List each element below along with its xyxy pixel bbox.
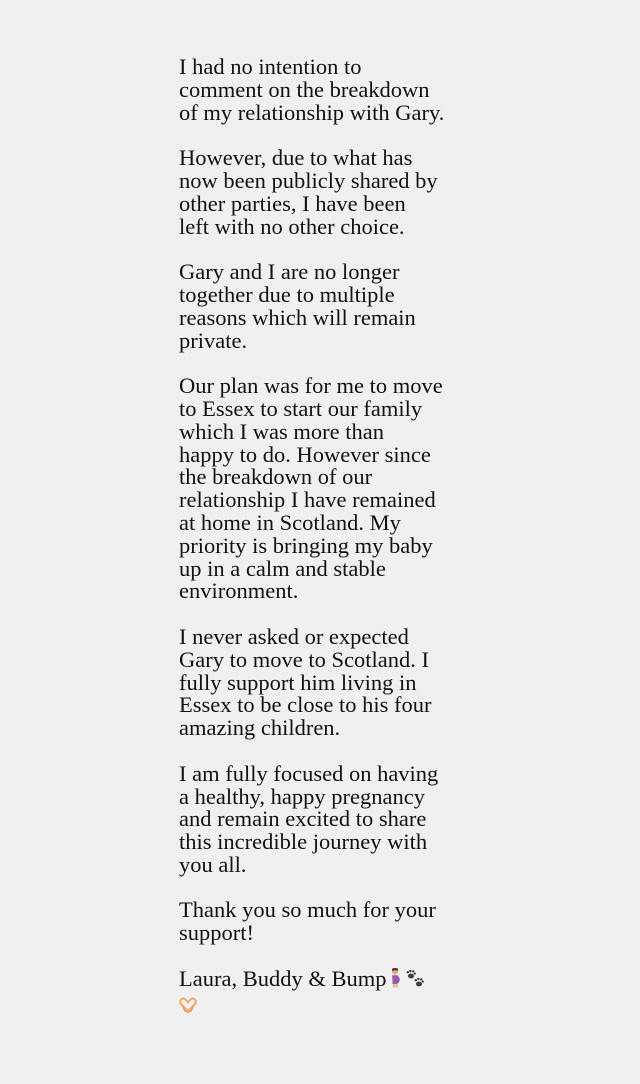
text-line: of my relationship with Gary. [179, 99, 445, 125]
text-line: reasons which will remain [179, 304, 416, 330]
text-line: a healthy, happy pregnancy [179, 783, 425, 809]
text-line: left with no other choice. [179, 213, 405, 239]
text-line: together due to multiple [179, 281, 395, 307]
text-line: However, due to what has [179, 145, 413, 171]
paragraph-4 [179, 375, 479, 603]
text-line: this incredible journey with [179, 829, 428, 855]
text-line: I had no intention to [179, 54, 362, 79]
text-line: environment. [179, 578, 299, 604]
signoff-line-2 [179, 993, 479, 1016]
text-line: private. [179, 327, 248, 353]
text-line: at home in Scotland. My [179, 509, 401, 535]
text-line: the breakdown of our [179, 464, 373, 490]
text-line: fully support him living in [179, 669, 417, 695]
text-line: I never asked or expected [179, 623, 409, 649]
text-line: and remain excited to share [179, 806, 427, 832]
paragraph-3 [179, 261, 479, 352]
paragraph-7 [179, 899, 479, 945]
text-line: Essex to be close to his four [179, 692, 432, 718]
text-line: happy to do. However since [179, 441, 431, 467]
signoff [179, 965, 479, 1016]
text-line: other parties, I have been [179, 190, 406, 216]
signoff-line [179, 965, 479, 993]
paw-prints-icon [404, 970, 426, 993]
text-line: Gary to move to Scotland. I [179, 646, 429, 672]
text-line: Thank you so much for your [179, 897, 436, 923]
text-line: relationship I have remained [179, 487, 436, 513]
paragraph-5 [179, 623, 479, 741]
text-line: amazing children. [179, 715, 341, 741]
statement-text [179, 56, 479, 1038]
text-line: I am fully focused on having [179, 760, 439, 786]
text-line: Our plan was for me to move [179, 373, 443, 399]
text-line: up in a calm and stable [179, 555, 386, 581]
pregnant-woman-icon [388, 968, 402, 993]
paragraph-6 [179, 760, 479, 877]
text-line: comment on the breakdown [179, 76, 430, 102]
text-line: Gary and I are no longer [179, 259, 400, 285]
paragraph-1 [179, 56, 479, 124]
heart-hands-icon [179, 995, 197, 1018]
text-line: now been publicly shared by [179, 167, 438, 193]
text-line: priority is bringing my baby [179, 532, 433, 558]
text-line: which I was more than [179, 418, 384, 444]
paragraph-2 [179, 147, 479, 238]
text-line: you all. [179, 851, 247, 877]
text-line: to Essex to start our family [179, 395, 423, 421]
text-line: support! [179, 920, 254, 946]
signoff-text: Laura, Buddy & Bump [179, 965, 387, 991]
